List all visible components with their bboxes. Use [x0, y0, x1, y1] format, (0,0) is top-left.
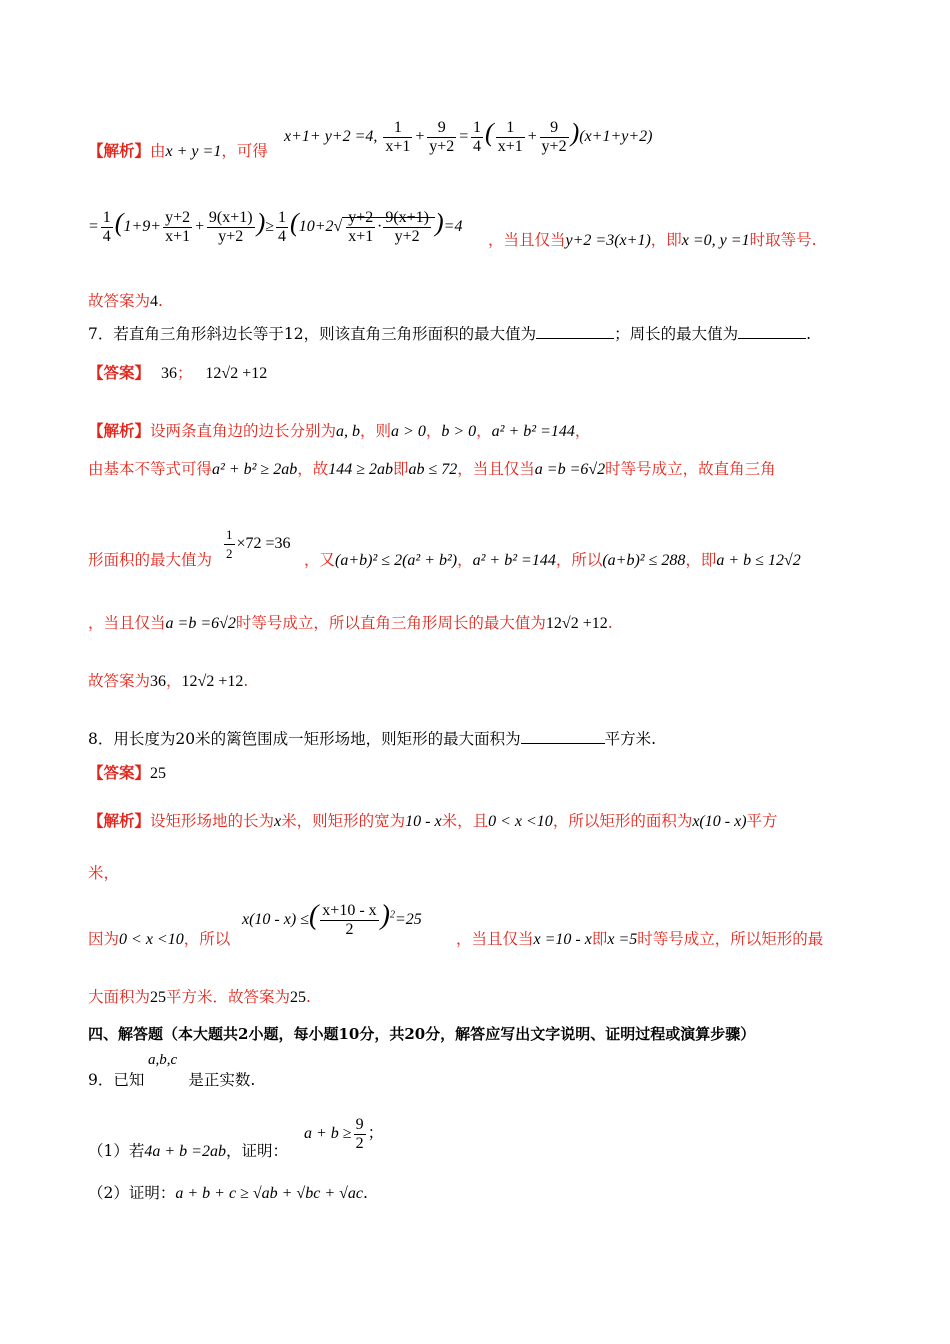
q6-line2-tail: ，当且仅当y+2 =3(x+1)，即x =0, y =1时取等号. — [488, 231, 817, 249]
q8-analysis-line1: 【解析】设矩形场地的长为x米，则矩形的宽为10 - x米，且0 < x <10，所以矩形的面积为x(10 - x)平方 — [88, 811, 778, 830]
q9-part1-inequality: a + b ≥ $\frac{9}{2}$ ； — [304, 1116, 384, 1152]
q9-part1: （1）若4a + b =2ab，证明： — [88, 1142, 288, 1160]
q7-question: 7．若直角三角形斜边长等于12，则该直角三角形面积的最大值为 ；周长的最大值为 . — [88, 325, 812, 343]
q7-answer: 【答案】 36； 12√2 +12 — [88, 363, 268, 382]
q9-part2: （2）证明：a + b + c ≥ √ab + √bc + √ac. — [88, 1184, 368, 1202]
q8-analysis-line3: 因为0 < x <10，所以 — [88, 930, 231, 948]
q8-answer: 【答案】25 — [88, 763, 167, 782]
section-heading: 四、解答题（本大题共2小题，每小题10分，共20分，解答应写出文字说明、证明过程或演算步骤） — [88, 1025, 756, 1043]
q7-analysis-line1: 【解析】设两条直角边的边长分别为a, b，则a > 0，b > 0，a² + b² =144， — [88, 421, 591, 440]
q7-analysis-line2: 由基本不等式可得a² + b² ≥ 2ab，故144 ≥ 2ab即ab ≤ 72，当且仅当a =b =6√2时等号成立，故直角三角 — [88, 460, 776, 478]
q9-question: 9．已知 是正实数. — [88, 1071, 256, 1089]
q6-conclusion: 故答案为4. — [88, 292, 163, 310]
q7-analysis-line3: 形面积的最大值为 ，又(a+b)² ≤ 2(a² + b²)，a² + b² =144，所以(a+b)² ≤ 288，即a + b ≤ 12√2 — [88, 551, 801, 569]
answer-blank — [738, 324, 806, 339]
q9-vars: a,b,c — [148, 1052, 178, 1068]
q8-analysis-line4: 大面积为25平方米．故答案为25. — [88, 988, 311, 1006]
q6-formula-2: = $\frac{1}{4}$ (1+9+ $\frac{y+2}{x+1}$ + $\frac{9(x+1)}{y+2}$ )≥ $\frac{1}{4}$ (10+2√ $\frac{y+2}{x+1}$ · $\frac{9(x+1)}{y+2}$ )=4 — [88, 208, 463, 245]
q8-analysis-line2: 米， — [88, 864, 120, 882]
q8-line3-tail: ，当且仅当x =10 - x即x =5时等号成立，所以矩形的最 — [456, 930, 824, 948]
q8-inequality: x(10 - x) ≤( $\frac{x+10 - x}{2}$ )$^2$=25 — [242, 900, 422, 938]
q8-question: 8．用长度为20米的篱笆围成一矩形场地，则矩形的最大面积为 平方米. — [88, 730, 657, 748]
analysis-tag: 【解析】 — [88, 141, 151, 160]
q7-half-times-72: $\frac{1}{2}$ ×72 =36 — [226, 527, 291, 561]
answer-blank — [536, 324, 614, 339]
q7-analysis-line4: ，当且仅当a =b =6√2时等号成立，所以直角三角形周长的最大值为12√2 +12. — [88, 614, 613, 632]
q6-analysis-line1: 【解析】由x + y =1，可得 — [88, 141, 268, 160]
answer-blank — [521, 729, 605, 744]
q6-formula-1: x+1+ y+2 =4, $\frac{1}{x+1}$ + $\frac{9}{y+2}$ = $\frac{1}{4}$ ( $\frac{1}{x+1}$ + $\frac{9}{y+2}$ )(x+1+y+2) — [284, 118, 653, 155]
q7-conclusion: 故答案为36，12√2 +12. — [88, 672, 249, 690]
